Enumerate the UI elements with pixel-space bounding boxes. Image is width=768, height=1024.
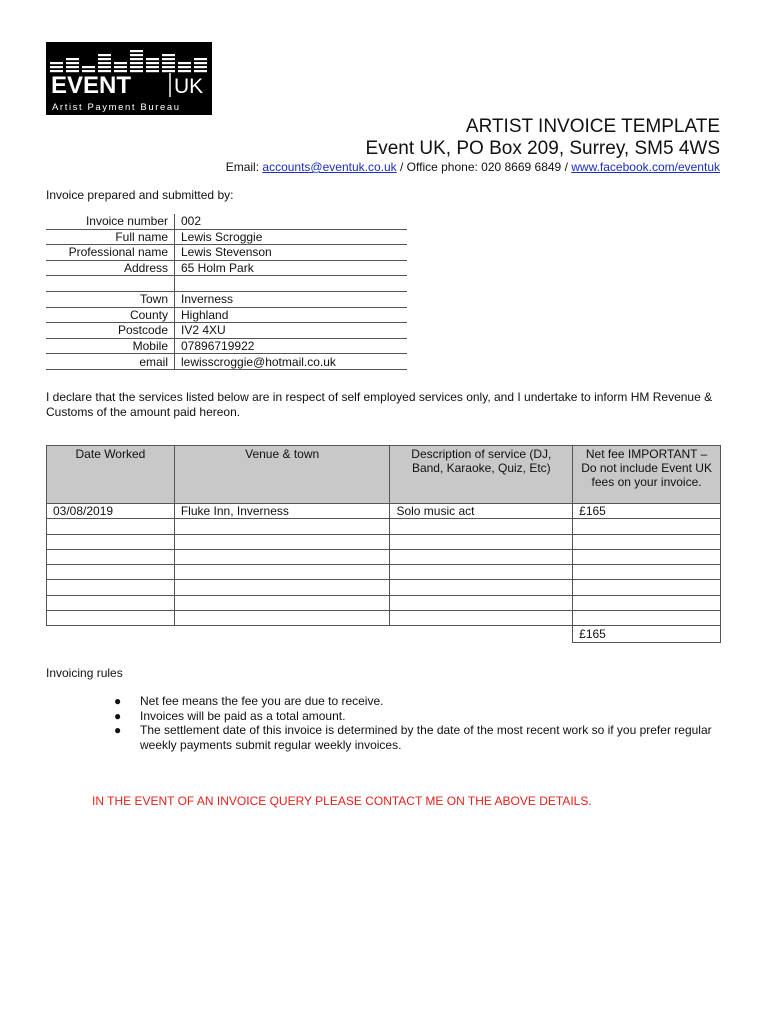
service-cell-venue bbox=[174, 534, 390, 549]
detail-value: IV2 4XU bbox=[175, 323, 408, 339]
email-link[interactable]: accounts@eventuk.co.uk bbox=[262, 160, 397, 174]
detail-row bbox=[46, 323, 407, 339]
service-row bbox=[47, 580, 721, 595]
detail-row bbox=[46, 307, 407, 323]
service-cell-venue: Fluke Inn, Inverness bbox=[174, 504, 390, 519]
service-cell-venue bbox=[174, 611, 390, 626]
service-cell-description bbox=[390, 611, 573, 626]
service-row bbox=[47, 534, 721, 549]
service-cell-description bbox=[390, 565, 573, 580]
detail-row bbox=[46, 338, 407, 354]
service-cell-description bbox=[390, 580, 573, 595]
detail-row bbox=[46, 214, 407, 229]
rule-item bbox=[114, 709, 726, 724]
rule-item bbox=[114, 723, 726, 752]
detail-row bbox=[46, 354, 407, 370]
service-cell-fee bbox=[573, 565, 721, 580]
service-cell-fee bbox=[573, 519, 721, 534]
service-cell-date bbox=[47, 549, 175, 564]
detail-value: lewisscroggie@hotmail.co.uk bbox=[175, 354, 408, 370]
detail-label: Professional name bbox=[46, 245, 175, 261]
rules-heading: Invoicing rules bbox=[46, 666, 123, 680]
service-cell-fee bbox=[573, 580, 721, 595]
detail-label: email bbox=[46, 354, 175, 370]
bullet-icon: ● bbox=[114, 723, 122, 737]
detail-label: Town bbox=[46, 291, 175, 307]
service-row bbox=[47, 504, 721, 519]
detail-value bbox=[175, 276, 408, 292]
rules-list bbox=[114, 694, 726, 752]
service-cell-fee bbox=[573, 534, 721, 549]
service-cell-date: 03/08/2019 bbox=[47, 504, 175, 519]
rule-text: The settlement date of this invoice is determined by the date of the most recent work so if you prefer regular weekly payments submit regular weekly invoices. bbox=[140, 723, 712, 752]
detail-value: 65 Holm Park bbox=[175, 260, 408, 276]
detail-row bbox=[46, 276, 407, 292]
event-uk-logo bbox=[46, 42, 212, 115]
service-cell-description bbox=[390, 534, 573, 549]
facebook-link[interactable]: www.facebook.com/eventuk bbox=[571, 160, 720, 174]
contact-line bbox=[226, 160, 720, 174]
service-cell-venue bbox=[174, 580, 390, 595]
detail-label: Mobile bbox=[46, 338, 175, 354]
rule-text: Net fee means the fee you are due to receive. bbox=[140, 694, 384, 708]
service-row bbox=[47, 549, 721, 564]
services-header-row bbox=[47, 446, 721, 504]
detail-label: Full name bbox=[46, 229, 175, 245]
service-cell-venue bbox=[174, 595, 390, 610]
service-cell-description bbox=[390, 519, 573, 534]
detail-label: Postcode bbox=[46, 323, 175, 339]
service-cell-date bbox=[47, 519, 175, 534]
detail-label bbox=[46, 276, 175, 292]
rule-text: Invoices will be paid as a total amount. bbox=[140, 708, 346, 723]
col-header-date: Date Worked bbox=[47, 446, 175, 504]
detail-label: County bbox=[46, 307, 175, 323]
prepared-by-label: Invoice prepared and submitted by: bbox=[46, 188, 234, 202]
detail-value: Lewis Stevenson bbox=[175, 245, 408, 261]
email-label: Email: bbox=[225, 160, 263, 174]
detail-value: 002 bbox=[175, 214, 408, 229]
detail-label: Address bbox=[46, 260, 175, 276]
service-row bbox=[47, 519, 721, 534]
detail-row bbox=[46, 291, 407, 307]
detail-value: 07896719922 bbox=[175, 338, 408, 354]
detail-row bbox=[46, 245, 407, 261]
rule-item bbox=[114, 694, 726, 709]
logo-tagline: Artist Payment Bureau bbox=[52, 102, 181, 113]
col-header-description: Description of service (DJ, Band, Karaoke, Quiz, Etc) bbox=[390, 446, 573, 504]
total-row bbox=[47, 626, 721, 643]
artist-details-table bbox=[46, 214, 407, 370]
logo-graphic bbox=[46, 42, 212, 115]
detail-value: Lewis Scroggie bbox=[175, 229, 408, 245]
total-fee: £165 bbox=[573, 626, 721, 643]
service-cell-fee bbox=[573, 595, 721, 610]
service-row bbox=[47, 611, 721, 626]
service-cell-date bbox=[47, 534, 175, 549]
service-cell-fee bbox=[573, 611, 721, 626]
service-cell-date bbox=[47, 580, 175, 595]
service-cell-venue bbox=[174, 519, 390, 534]
phone-text: / Office phone: 020 8669 6849 / bbox=[396, 160, 572, 174]
col-header-fee: Net fee IMPORTANT – Do not include Event UK fees on your invoice. bbox=[573, 446, 721, 504]
detail-row bbox=[46, 260, 407, 276]
service-cell-date bbox=[47, 595, 175, 610]
service-row bbox=[47, 595, 721, 610]
col-header-venue: Venue & town bbox=[174, 446, 390, 504]
detail-value: Inverness bbox=[175, 291, 408, 307]
detail-value: Highland bbox=[175, 307, 408, 323]
logo-brand-suffix: UK bbox=[174, 75, 204, 98]
service-cell-date bbox=[47, 611, 175, 626]
detail-label: Invoice number bbox=[46, 214, 175, 229]
service-row bbox=[47, 565, 721, 580]
bullet-icon: ● bbox=[114, 694, 122, 708]
service-cell-description bbox=[390, 595, 573, 610]
service-cell-fee bbox=[573, 549, 721, 564]
services-table bbox=[46, 445, 721, 643]
declaration-text: I declare that the services listed below are in respect of self employed services only, and I undertake to inform HM Revenue & Customs of the amount paid hereon. bbox=[46, 390, 713, 419]
service-cell-venue bbox=[174, 565, 390, 580]
service-cell-description: Solo music act bbox=[390, 504, 573, 519]
service-cell-fee: £165 bbox=[573, 504, 721, 519]
service-cell-description bbox=[390, 549, 573, 564]
query-notice: IN THE EVENT OF AN INVOICE QUERY PLEASE CONTACT ME ON THE ABOVE DETAILS. bbox=[92, 794, 592, 808]
document-title: ARTIST INVOICE TEMPLATE bbox=[465, 116, 720, 137]
detail-row bbox=[46, 229, 407, 245]
company-address: Event UK, PO Box 209, Surrey, SM5 4WS bbox=[365, 138, 720, 159]
logo-brand: EVENT bbox=[51, 72, 132, 99]
service-cell-venue bbox=[174, 549, 390, 564]
bullet-icon: ● bbox=[114, 708, 122, 723]
service-cell-date bbox=[47, 565, 175, 580]
